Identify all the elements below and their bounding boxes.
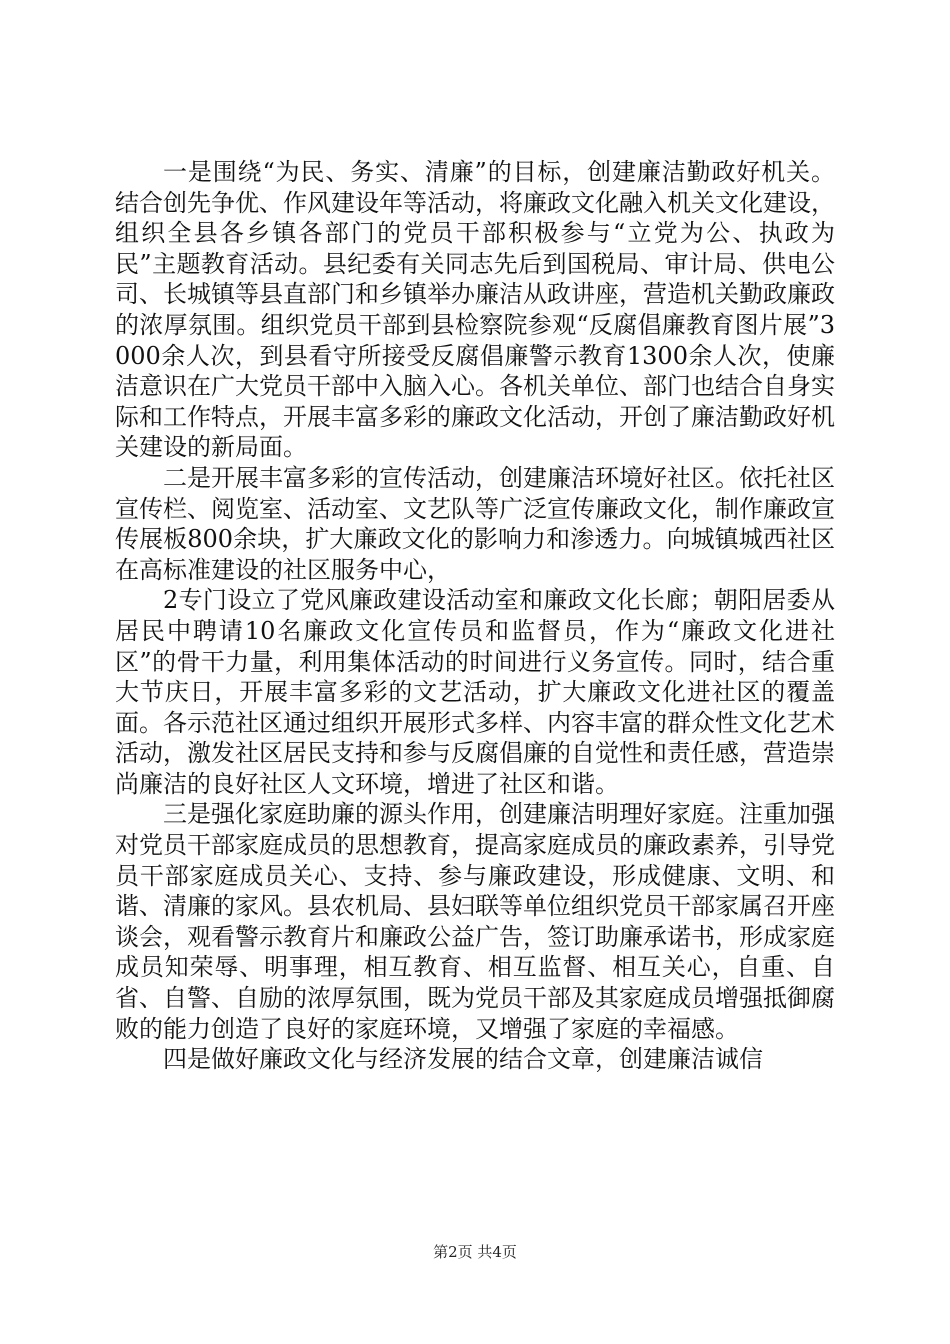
paragraph-1: 一是围绕“为民、务实、清廉”的目标，创建廉洁勤政好机关。结合创先争优、作风建设年等活动，将廉政文化融入机关文化建设，组织全县各乡镇各部门的党员干部积极参与“立党为公、执政为民”主题教育活动。县纪委有关同志先后到国税局、审计局、供电公司、长城镇等县直部门和乡镇举办廉洁从政讲座，营造机关勤政廉政的浓厚氛围。组织党员干部到县检察院参观“反腐倡廉教育图片展”3000余人次，到县看守所接受反腐倡廉警示教育1300余人次，使廉洁意识在广大党员干部中入脑入心。各机关单位、部门也结合自身实际和工作特点，开展丰富多彩的廉政文化活动，开创了廉洁勤政好机关建设的新局面。 xyxy=(115,158,835,462)
paragraph-4: 三是强化家庭助廉的源头作用，创建廉洁明理好家庭。注重加强对党员干部家庭成员的思想教育，提高家庭成员的廉政素养，引导党员干部家庭成员关心、支持、参与廉政建设，形成健康、文明、和谐、清廉的家风。县农机局、县妇联等单位组织党员干部家属召开座谈会，观看警示教育片和廉政公益广告，签订助廉承诺书，形成家庭成员知荣辱、明事理，相互教育、相互监督、相互关心，自重、自省、自警、自励的浓厚氛围，既为党员干部及其家庭成员增强抵御腐败的能力创造了良好的家庭环境，又增强了家庭的幸福感。 xyxy=(115,800,835,1043)
paragraph-3: 2专门设立了党风廉政建设活动室和廉政文化长廊；朝阳居委从居民中聘请10名廉政文化宣传员和监督员，作为“廉政文化进社区”的骨干力量，利用集体活动的时间进行义务宣传。同时，结合重大节庆日，开展丰富多彩的文艺活动，扩大廉政文化进社区的覆盖面。各示范社区通过组织开展形式多样、内容丰富的群众性文化艺术活动，激发社区居民支持和参与反腐倡廉的自觉性和责任感，营造崇尚廉洁的良好社区人文环境，增进了社区和谐。 xyxy=(115,586,835,798)
paragraph-5: 四是做好廉政文化与经济发展的结合文章，创建廉洁诚信 xyxy=(163,1045,763,1074)
document-body xyxy=(115,157,835,1075)
paragraph-2: 二是开展丰富多彩的宣传活动，创建廉洁环境好社区。依托社区宣传栏、阅览室、活动室、文艺队等广泛宣传廉政文化，制作廉政宣传展板800余块，扩大廉政文化的影响力和渗透力。向城镇城西社区在高标准建设的社区服务中心， xyxy=(115,463,835,584)
page-footer: 第2页 共4页 xyxy=(433,1243,517,1261)
